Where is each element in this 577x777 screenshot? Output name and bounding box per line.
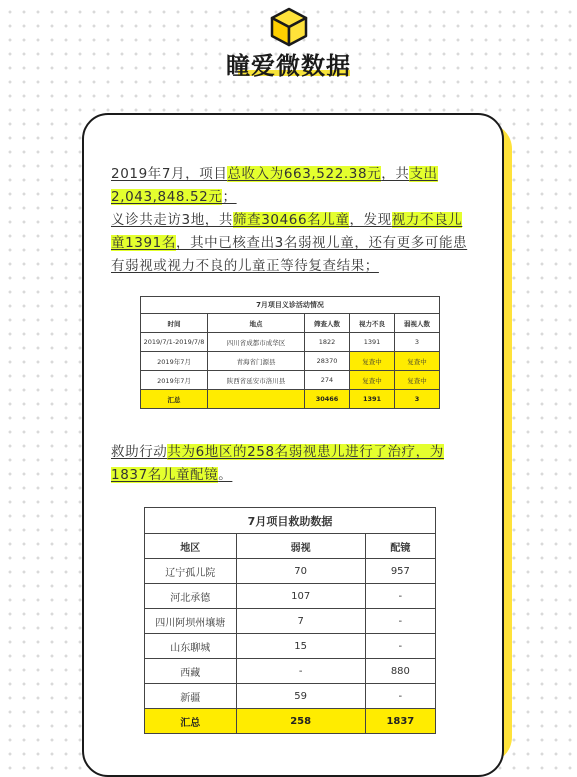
table-cell: 青海省门源县 — [208, 352, 305, 371]
table-cell: 274 — [305, 371, 350, 390]
page-title: 瞳爱微数据 — [226, 52, 351, 80]
rescue-data-table — [144, 507, 436, 734]
table-cell: 辽宁孤儿院 — [145, 559, 237, 584]
table-cell: - — [365, 634, 435, 659]
table-cell: 复查中 — [350, 352, 395, 371]
table-cell: 汇总 — [141, 390, 208, 409]
table-cell: 258 — [236, 709, 365, 734]
table1-header: 时间 — [141, 314, 208, 333]
para1-text-3: ； — [222, 189, 237, 205]
table-cell: 四川省成都市成华区 — [208, 333, 305, 352]
para1-screening-highlight: 筛查30466名儿童 — [233, 212, 350, 228]
para1-text-1: 2019年7月，项目 — [111, 166, 228, 182]
table-cell: 28370 — [305, 352, 350, 371]
table-cell: 1391 — [350, 333, 395, 352]
table-total-row — [141, 390, 440, 409]
table-cell: 3 — [395, 390, 440, 409]
para1-text-6: ，其中已核查出3名弱视儿童，还有更多可能患有弱视或视力不良的儿童正等待复查结果； — [111, 235, 468, 274]
table2-caption: 7月项目救助数据 — [145, 508, 436, 534]
table-cell: 河北承德 — [145, 584, 237, 609]
header — [0, 0, 577, 90]
table-row — [145, 659, 436, 684]
table-row — [145, 584, 436, 609]
table-cell: 1391 — [350, 390, 395, 409]
table-cell: 西藏 — [145, 659, 237, 684]
table-cell: - — [365, 684, 435, 709]
table-row — [141, 371, 440, 390]
rescue-paragraph — [111, 441, 471, 487]
table-cell: 880 — [365, 659, 435, 684]
table-cell: 59 — [236, 684, 365, 709]
cube-logo-icon — [268, 6, 310, 48]
para2-text-2: 。 — [218, 467, 233, 483]
para2-highlight: 共为6地区的258名弱视患儿进行了治疗，为1837名儿童配镜 — [111, 444, 444, 483]
table-cell — [208, 390, 305, 409]
table-cell: 2019年7月 — [141, 352, 208, 371]
table-cell: 1822 — [305, 333, 350, 352]
table2-header: 地区 — [145, 534, 237, 559]
table-cell: 复查中 — [350, 371, 395, 390]
table-cell: 新疆 — [145, 684, 237, 709]
table-row — [141, 333, 440, 352]
summary-paragraph — [111, 163, 471, 278]
table-cell: 陕西省延安市洛川县 — [208, 371, 305, 390]
table-row — [145, 609, 436, 634]
table-cell: 15 — [236, 634, 365, 659]
table-cell: 汇总 — [145, 709, 237, 734]
table-cell: 四川阿坝州壤塘 — [145, 609, 237, 634]
table-row — [145, 634, 436, 659]
table-cell: - — [236, 659, 365, 684]
para1-income-highlight: 总收入为663,522.38元 — [227, 166, 382, 182]
table2-header: 弱视 — [236, 534, 365, 559]
table1-header: 地点 — [208, 314, 305, 333]
table-row — [145, 559, 436, 584]
table-row — [145, 684, 436, 709]
table-cell: 复查中 — [395, 352, 440, 371]
table1-caption: 7月项目义诊活动情况 — [141, 297, 440, 314]
table-cell: 30466 — [305, 390, 350, 409]
para1-text-2: ，共 — [381, 166, 410, 182]
table2-header: 配镜 — [365, 534, 435, 559]
table-cell: - — [365, 609, 435, 634]
table-cell: 复查中 — [395, 371, 440, 390]
table-cell: - — [365, 584, 435, 609]
table-cell: 山东聊城 — [145, 634, 237, 659]
table-total-row — [145, 709, 436, 734]
table-cell: 957 — [365, 559, 435, 584]
table-cell: 107 — [236, 584, 365, 609]
table-cell: 7 — [236, 609, 365, 634]
table1-header: 视力不良 — [350, 314, 395, 333]
para1-text-4: 义诊共走访3地，共 — [111, 212, 233, 228]
table-cell: 2019年7月 — [141, 371, 208, 390]
table-cell: 2019/7/1-2019/7/8 — [141, 333, 208, 352]
para1-text-5: ，发现 — [349, 212, 392, 228]
table1-header: 弱视人数 — [395, 314, 440, 333]
para1-expense-highlight: 支出2,043,848.52元 — [111, 166, 438, 205]
clinic-activity-table — [140, 296, 440, 409]
table-cell: 1837 — [365, 709, 435, 734]
table1-header: 筛查人数 — [305, 314, 350, 333]
para2-text-1: 救助行动 — [111, 444, 168, 460]
para1-poor-vision-highlight: 视力不良儿童1391名 — [111, 212, 463, 251]
table-cell: 3 — [395, 333, 440, 352]
table-cell: 70 — [236, 559, 365, 584]
table-row — [141, 352, 440, 371]
